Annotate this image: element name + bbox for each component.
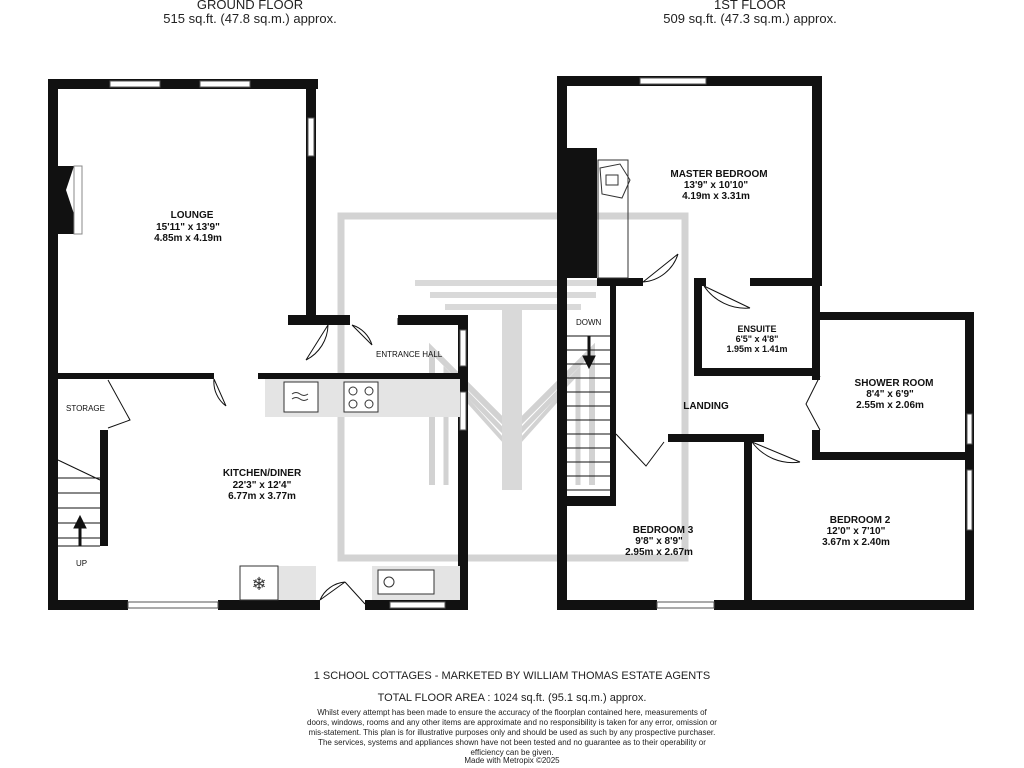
down-label: DOWN	[576, 318, 602, 327]
lounge-name: LOUNGE	[170, 210, 214, 221]
bedroom3-imperial: 9'8" x 8'9"	[635, 536, 683, 547]
entrance-hall-label: ENTRANCE HALL	[376, 350, 443, 359]
shower-room-imperial: 8'4" x 6'9"	[866, 389, 914, 400]
footer-made-with: Made with Metropix ©2025	[464, 756, 560, 765]
kitchen-imperial: 22'3" x 12'4"	[232, 480, 292, 491]
kitchen-metric: 6.77m x 3.77m	[228, 491, 296, 502]
ground-stairs	[58, 460, 100, 546]
master-bedroom-name: MASTER BEDROOM	[670, 169, 768, 180]
svg-text:❄: ❄	[251, 574, 267, 594]
footer-title: 1 SCHOOL COTTAGES - MARKETED BY WILLIAM THOMAS ESTATE AGENTS	[313, 670, 711, 682]
master-bedroom-imperial: 13'9" x 10'10"	[683, 180, 749, 191]
master-bedroom-metric: 4.19m x 3.31m	[682, 191, 750, 202]
up-label: UP	[76, 559, 88, 568]
ground-floor-windows	[110, 81, 466, 608]
first-stairs	[567, 336, 610, 490]
bedroom2-name: BEDROOM 2	[829, 515, 891, 526]
lounge-imperial: 15'11" x 13'9"	[156, 222, 220, 233]
bedroom3-name: BEDROOM 3	[632, 525, 694, 536]
landing-label: LANDING	[683, 401, 729, 412]
storage-label: STORAGE	[66, 404, 105, 413]
lounge-metric: 4.85m x 4.19m	[154, 233, 222, 244]
bedroom2-imperial: 12'0" x 7'10"	[826, 526, 886, 537]
ensuite-metric: 1.95m x 1.41m	[726, 344, 788, 354]
footer-total-area: TOTAL FLOOR AREA : 1024 sq.ft. (95.1 sq.m.) approx.	[377, 692, 647, 704]
first-floor-area: 509 sq.ft. (47.3 sq.m.) approx.	[663, 11, 837, 26]
first-floor-title: 1ST FLOOR	[713, 0, 786, 12]
ground-floor-area: 515 sq.ft. (47.8 sq.m.) approx.	[163, 11, 337, 26]
chimney-breast	[58, 166, 82, 234]
ground-floor-walls	[48, 79, 468, 610]
bedroom3-metric: 2.95m x 2.67m	[625, 547, 693, 558]
ensuite-imperial: 6'5" x 4'8"	[735, 334, 779, 344]
ensuite-name: ENSUITE	[737, 324, 777, 334]
footer-disclaimer: Whilst every attempt has been made to ensure the accuracy of the floorplan contained here, measurements of doors, windows, rooms and any other items are approximate and no responsibility is taken for any error, omission or mis-statement. This plan is for illustrative purposes only and should be used as such by any prospective purchaser. The services, systems and appliances shown have not been tested and no guarantee as to their operability or efficiency can be given.	[307, 708, 717, 757]
shower-room-metric: 2.55m x 2.06m	[856, 400, 924, 411]
kitchen-name: KITCHEN/DINER	[222, 468, 302, 479]
bedroom2-metric: 3.67m x 2.40m	[822, 537, 890, 548]
shower-room-name: SHOWER ROOM	[854, 378, 934, 389]
ground-floor-title: GROUND FLOOR	[196, 0, 304, 12]
